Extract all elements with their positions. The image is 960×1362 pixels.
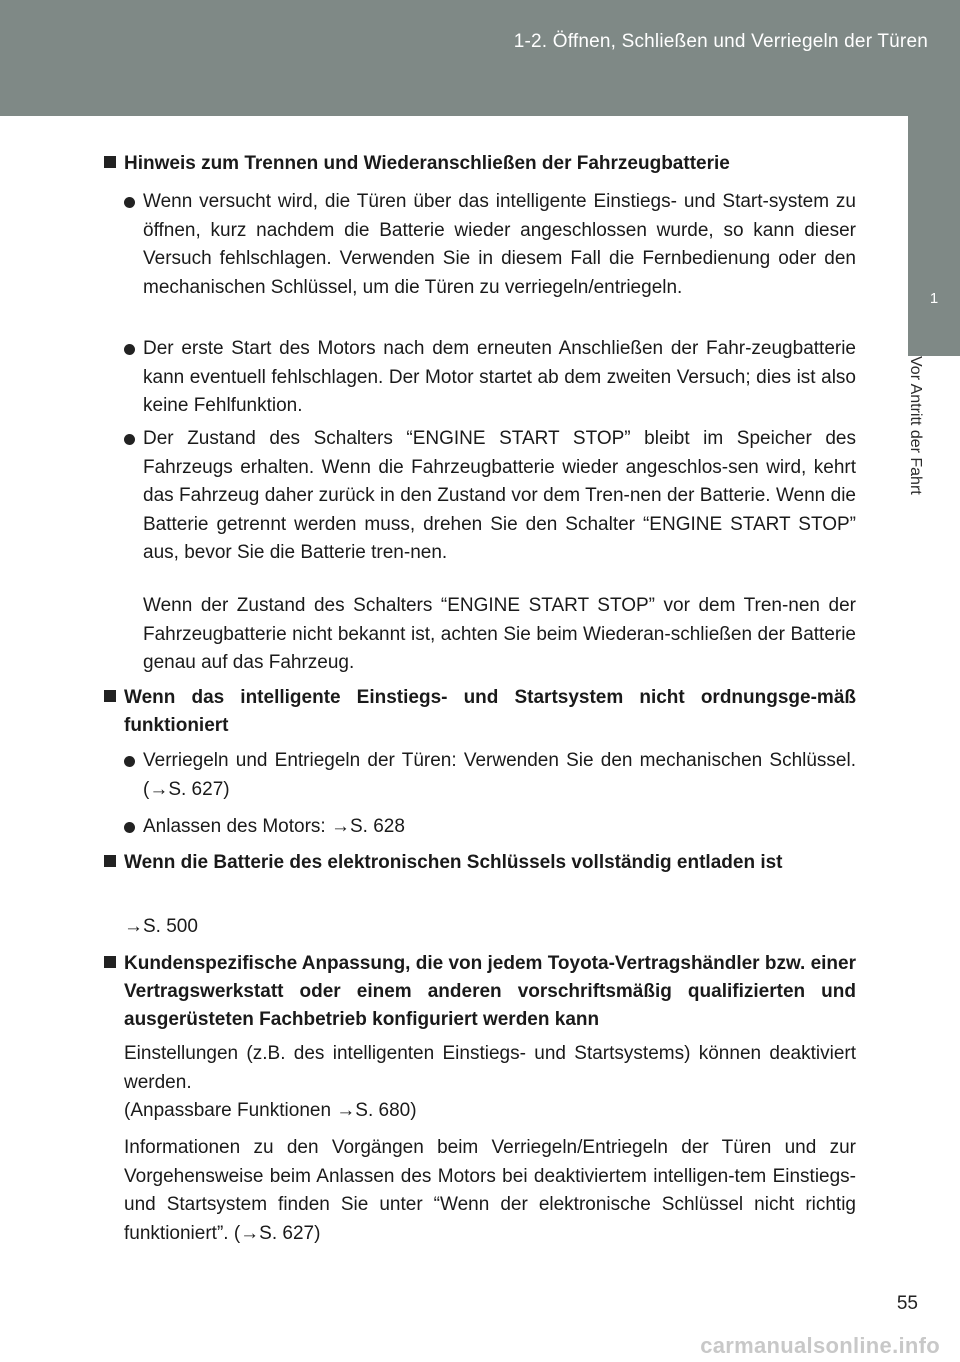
paragraph: (Anpassbare Funktionen →S. 680) bbox=[124, 1100, 417, 1121]
section-heading: Wenn das intelligente Einstiegs- und Startsystem nicht ordnungsge-mäß funktioniert bbox=[104, 684, 856, 740]
side-tab-label-area bbox=[908, 356, 960, 578]
square-bullet-icon bbox=[104, 956, 116, 968]
round-bullet-icon bbox=[124, 197, 135, 208]
square-bullet-icon bbox=[104, 855, 116, 867]
section-heading: Hinweis zum Trennen und Wiederanschließen der Fahrzeugbatterie bbox=[104, 150, 856, 178]
round-bullet-icon bbox=[124, 756, 135, 767]
page-number: 55 bbox=[896, 1293, 918, 1314]
side-tab bbox=[908, 116, 960, 356]
section-heading: Wenn die Batterie des elektronischen Schlüssels vollständig entladen ist bbox=[104, 849, 856, 877]
bullet-continuation: Wenn der Zustand des Schalters “ENGINE START STOP” vor dem Tren-nen der Fahrzeugbatterie nicht bekannt ist, achten Sie beim Wiederan-schließen der Batterie genau auf das Fahrzeug. bbox=[143, 595, 856, 673]
reference-text: →S. 500 bbox=[124, 916, 198, 937]
round-bullet-icon bbox=[124, 434, 135, 445]
bullet-item: Wenn versucht wird, die Türen über das intelligente Einstiegs- und Start-system zu öffnen, kurz nachdem die Batterie wieder angeschlossen wurde, so kann dieser Versuch fehlschlagen. Verwenden Sie in diesem Fall die Fernbedienung oder den mechanischen Schlüssel, um die Türen zu verriegeln/entriegeln. bbox=[124, 188, 856, 302]
round-bullet-icon bbox=[124, 822, 135, 833]
bullet-item: Der Zustand des Schalters “ENGINE START STOP” bleibt im Speicher des Fahrzeugs erhalten. Wenn die Fahrzeugbatterie wieder angeschlos-sen wird, kehrt das Fahrzeug daher zurück in den Zustand vor dem Tren-nen der Batterie. Wenn die Batterie getrennt werden muss, drehen Sie den Schalter “ENGINE START STOP” aus, bevor Sie die Batterie tren-nen. bbox=[124, 425, 856, 568]
header-bar bbox=[0, 0, 960, 116]
side-tab-label: Vor Antritt der Fahrt bbox=[907, 356, 924, 495]
section-heading: Kundenspezifische Anpassung, die von jedem Toyota-Vertragshändler bzw. einer Vertragswerkstatt oder einem anderen vorschriftsmäßig qualifizierten und ausgerüsteten Fachbetrieb konfiguriert werden kann bbox=[104, 950, 856, 1034]
paragraph: Einstellungen (z.B. des intelligenten Einstiegs- und Startsystems) können deaktiviert werden. bbox=[124, 1043, 856, 1093]
bullet-item: Der erste Start des Motors nach dem erneuten Anschließen der Fahr-zeugbatterie kann eventuell fehlschlagen. Der Motor startet ab dem zweiten Versuch; dies ist also keine Fehlfunktion. bbox=[124, 335, 856, 421]
square-bullet-icon bbox=[104, 156, 116, 168]
side-tab-number: 1 bbox=[929, 290, 939, 307]
bullet-item: Verriegeln und Entriegeln der Türen: Verwenden Sie den mechanischen Schlüssel. (→S. 627) bbox=[124, 747, 856, 804]
paragraph: Informationen zu den Vorgängen beim Verriegeln/Entriegeln der Türen und zur Vorgehensweise beim Anlassen des Motors bei deaktiviertem intelligen-tem Einstiegs- und Startsystem finden Sie unter “Wenn der elektronische Schlüssel nicht richtig funktioniert”. (→S. 627) bbox=[124, 1137, 856, 1244]
bullet-item: Anlassen des Motors: →S. 628 bbox=[124, 813, 856, 842]
square-bullet-icon bbox=[104, 690, 116, 702]
round-bullet-icon bbox=[124, 344, 135, 355]
watermark: carmanualsonline.info bbox=[700, 1333, 940, 1358]
chapter-title: 1-2. Öffnen, Schließen und Verriegeln der Türen bbox=[513, 31, 928, 52]
